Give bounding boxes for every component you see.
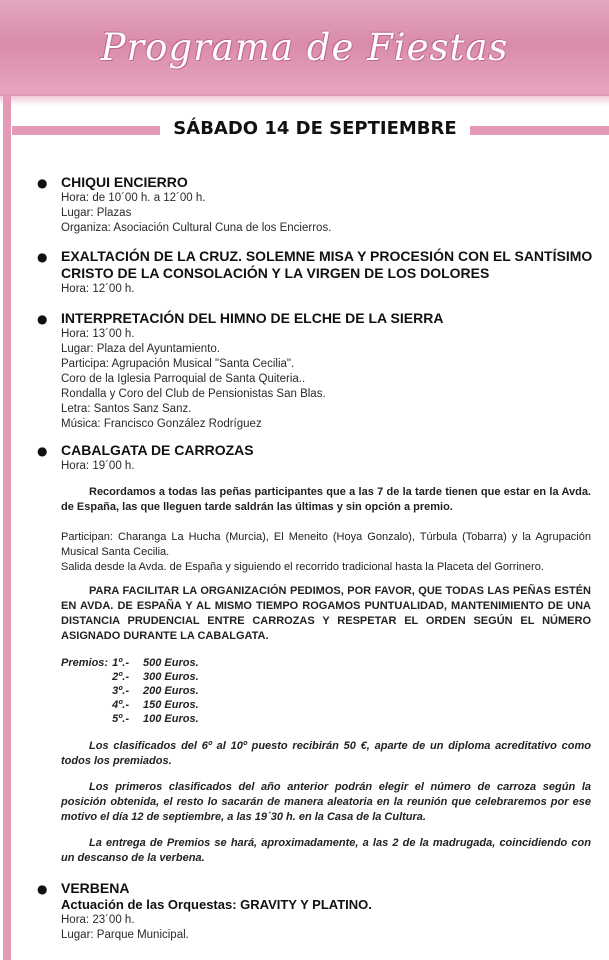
prize-position: 5º.-	[112, 713, 129, 725]
event-detail: Música: Francisco González Rodríguez	[61, 418, 262, 430]
event-detail: Coro de la Iglesia Parroquial de Santa Quiteria..	[61, 373, 306, 385]
note-participan: Participan: Charanga La Hucha (Murcia), El Meneito (Hoya Gonzalo), Túrbula (Tobarra) y la Agrupación Musical Santa Cecilia.	[61, 531, 591, 558]
prize-row	[61, 698, 361, 712]
event-organizer: Organiza: Asociación Cultural Cuna de los Encierros.	[61, 222, 332, 234]
event-exaltacion	[37, 248, 602, 297]
note-salida: Salida desde la Avda. de España y siguiendo el recorrido tradicional hasta la Placeta del Gorrinero.	[61, 561, 544, 573]
note-organizacion: PARA FACILITAR LA ORGANIZACIÓN PEDIMOS, POR FAVOR, QUE TODAS LAS PEÑAS ESTÉN EN AVDA. DE ESPAÑA Y AL MISMO TIEMPO ROGAMOS PUNTUALIDAD, MANTENIMIENTO DE UNA DISTANCIA PRUDENCIAL ENTRE CARROZAS Y RESPETAR EL ORDEN SEGÚN EL NÚMERO ASIGNADO DURANTE LA CABALGATA.	[61, 585, 591, 642]
prize-position: 1º.-	[112, 657, 129, 669]
page-title: Programa de Fiestas	[100, 26, 509, 69]
prize-amount: 300 Euros.	[143, 671, 199, 683]
event-time: Hora: 19´00 h.	[61, 460, 135, 472]
prizes-list	[61, 656, 361, 726]
event-time: Hora: de 10´00 h. a 12´00 h.	[61, 192, 206, 204]
prize-amount: 150 Euros.	[143, 699, 199, 711]
event-title-line: CRISTO DE LA CONSOLACIÓN Y LA VIRGEN DE LOS DOLORES	[61, 265, 490, 281]
bullet-icon: ●	[37, 176, 48, 190]
note-primeros: Los primeros clasificados del año anterior podrán elegir el número de carroza según la posición obtenida, el resto lo sacarán de manera aleatoria en la reunión que celebraremos por ese motivo el día 12 de septiembre, a las 19´30 h. en la Casa de la Cultura.	[61, 781, 591, 823]
event-verbena	[37, 880, 602, 943]
prize-amount: 100 Euros.	[143, 713, 199, 725]
prize-position: 3º.-	[112, 685, 129, 697]
event-cabalgata	[37, 442, 602, 474]
prize-position: 2º.-	[112, 671, 129, 683]
event-title-line: EXALTACIÓN DE LA CRUZ. SOLEMNE MISA Y PROCESIÓN CON EL SANTÍSIMO	[61, 248, 593, 264]
event-title: CHIQUI ENCIERRO	[61, 174, 188, 190]
prize-amount: 500 Euros.	[143, 657, 199, 669]
prize-amount: 200 Euros.	[143, 685, 199, 697]
prize-row	[61, 712, 361, 726]
prize-position: 4º.-	[112, 699, 129, 711]
bullet-icon: ●	[37, 882, 48, 896]
event-subtitle: Actuación de las Orquestas: GRAVITY Y PLATINO.	[61, 897, 372, 912]
bullet-icon: ●	[37, 444, 48, 458]
event-title: CABALGATA DE CARROZAS	[61, 442, 254, 458]
bullet-icon: ●	[37, 250, 48, 264]
event-time: Hora: 23´00 h.	[61, 914, 135, 926]
event-detail: Rondalla y Coro del Club de Pensionistas San Blas.	[61, 388, 326, 400]
day-heading: SÁBADO 14 DE SEPTIEMBRE	[173, 118, 457, 139]
event-title: INTERPRETACIÓN DEL HIMNO DE ELCHE DE LA SIERRA	[61, 310, 444, 326]
prize-row	[61, 684, 361, 698]
event-himno	[37, 310, 602, 432]
event-place: Lugar: Plaza del Ayuntamiento.	[61, 343, 220, 355]
prizes-label: Premios:	[61, 657, 109, 669]
event-place: Lugar: Plazas	[61, 207, 132, 219]
prize-row	[61, 670, 361, 684]
event-time: Hora: 13´00 h.	[61, 328, 135, 340]
note-entrega: La entrega de Premios se hará, aproximadamente, a las 2 de la madrugada, coincidiendo con un descanso de la verbena.	[61, 837, 591, 864]
note-recordamos: Recordamos a todas las peñas participantes que a las 7 de la tarde tienen que estar en la Avda. de España, las que lleguen tarde saldrán las últimas y sin opción a premio.	[61, 486, 591, 513]
event-place: Lugar: Parque Municipal.	[61, 929, 189, 941]
event-chiqui-encierro	[37, 174, 602, 236]
prize-row	[61, 656, 361, 670]
event-title: VERBENA	[61, 880, 130, 896]
event-detail: Letra: Santos Sanz Sanz.	[61, 403, 192, 415]
event-time: Hora: 12´00 h.	[61, 283, 135, 295]
bullet-icon: ●	[37, 312, 48, 326]
event-detail: Participa: Agrupación Musical "Santa Cecilia".	[61, 358, 295, 370]
note-clasificados: Los clasificados del 6º al 10º puesto recibirán 50 €, aparte de un diploma acreditativo como todos los premiados.	[61, 740, 591, 767]
